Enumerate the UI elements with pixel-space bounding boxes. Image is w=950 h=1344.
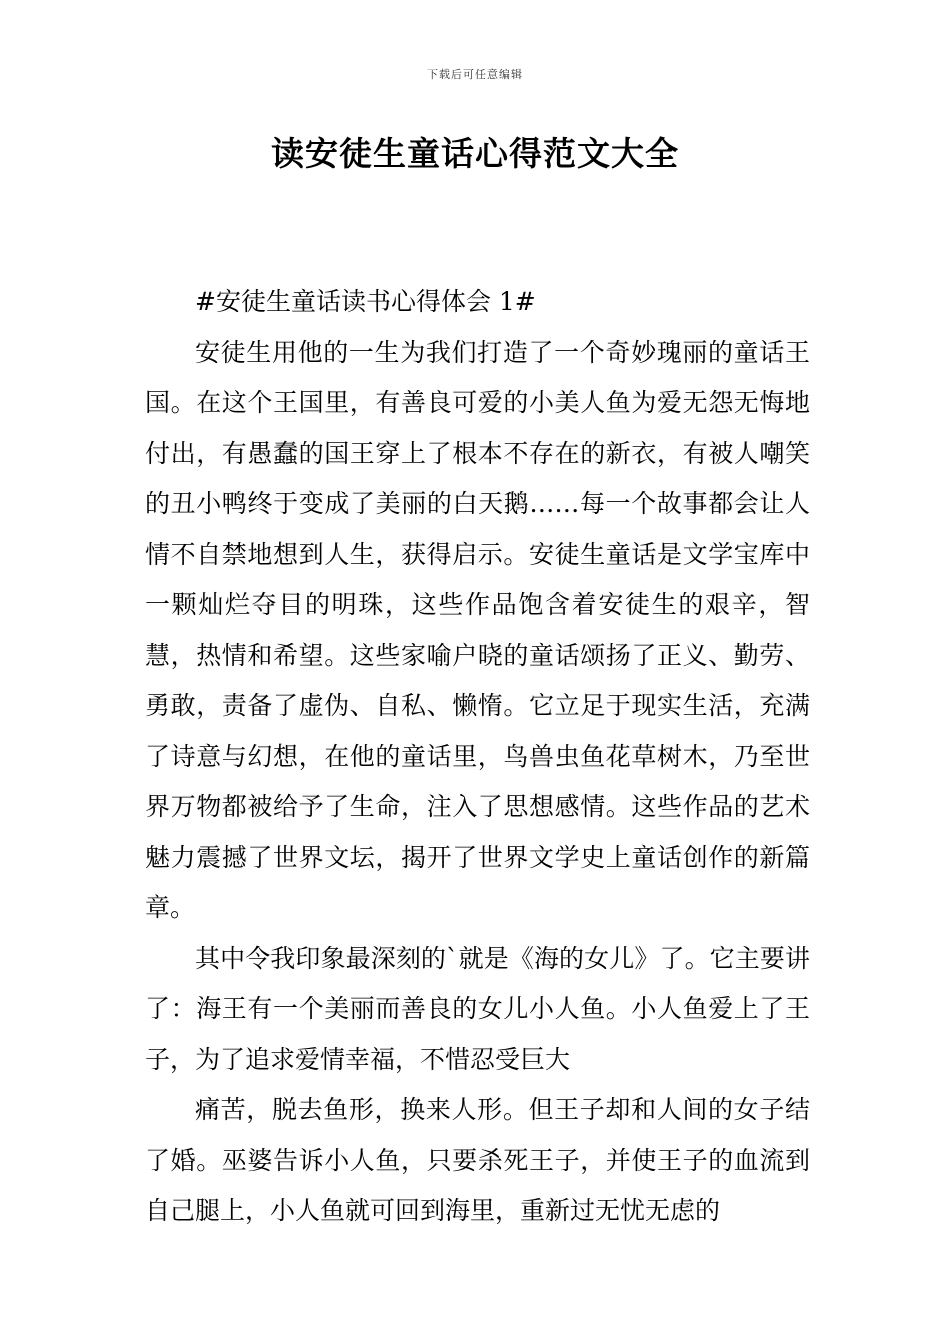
paragraph: 其中令我印象最深刻的`就是《海的女儿》了。它主要讲了：海王有一个美丽而善良的女儿小人鱼。小人鱼爱上了王子，为了追求爱情幸福，不惜忍受巨大 [145,943,810,1074]
document-body [145,277,810,1237]
paragraph: 痛苦，脱去鱼形，换来人形。但王子却和人间的女子结了婚。巫婆告诉小人鱼，只要杀死王子，并使王子的血流到自己腿上，小人鱼就可回到海里，重新过无忧无虑的 [145,1095,810,1225]
document-title: 读安徒生童话心得范文大全 [271,134,679,173]
header-note: 下载后可任意编辑 [427,68,523,81]
paragraph: 安徒生用他的一生为我们打造了一个奇妙瑰丽的童话王国。在这个王国里，有善良可爱的小美人鱼为爱无怨无悔地付出，有愚蠢的国王穿上了根本不存在的新衣，有被人嘲笑的丑小鸭终于变成了美丽的白天鹅……每一个故事都会让人情不自禁地想到人生，获得启示。安徒生童话是文学宝库中一颗灿烂夺目的明珠，这些作品饱含着安徒生的艰辛，智慧，热情和希望。这些家喻户晓的童话颂扬了正义、勤劳、勇敢，责备了虚伪、自私、懒惰。它立足于现实生活，充满了诗意与幻想，在他的童话里，鸟兽虫鱼花草树木，乃至世界万物都被给予了生命，注入了思想感情。这些作品的艺术魅力震撼了世界文坛，揭开了世界文学史上童话创作的新篇章。 [145,337,810,922]
section-heading: #安徒生童话读书心得体会 1# [195,287,536,316]
